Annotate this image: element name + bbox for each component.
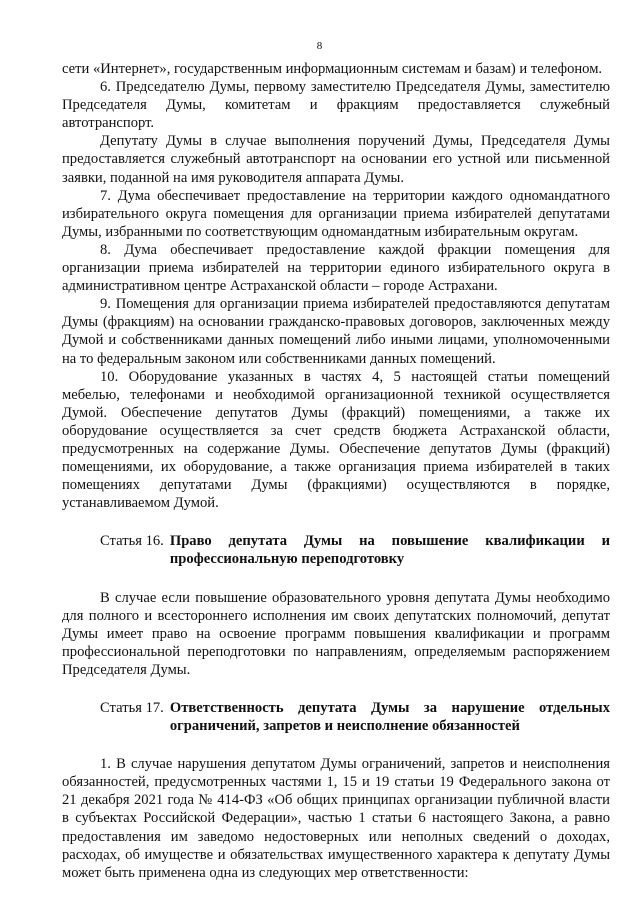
article-16-text: В случае если повышение образовательного уровня депутата Думы необходимо для полного и всестороннего исполнения им своих депутатских полномочий, депутат Думы имеет право на освоение программ повышения квалификации и программ профессиональной переподготовки по направлениям, определяемым распоряжением Председателя Думы.: [62, 589, 610, 678]
article-16-heading: [62, 532, 610, 568]
paragraph: сети «Интернет», государственным информационным системам и базам) и телефоном.: [62, 61, 603, 77]
article-title: Право депутата Думы на повышение квалификации и профессиональную переподготовку: [169, 533, 610, 568]
paragraph: 7. Дума обеспечивает предоставление на территории каждого одномандатного избирательного округа помещения для организации приема избирателей депутатами Думы, избранными по соответствующим одномандатным избирательным округам.: [62, 187, 610, 240]
page-number: 8: [316, 40, 323, 52]
article-17-text: 1. В случае нарушения депутатом Думы ограничений, запретов и неисполнения обязанностей, предусмотренных частями 1, 15 и 19 статьи 19 Федерального закона от 21 декабря 2021 года № 414-ФЗ «Об общих принципах организации публичной власти в субъектах Российской Федерации», частью 1 статьи 6 настоящего Закона, а равно предоставления им заведомо недостоверных или неполных сведений о доходах, расходах, об имуществе и обязательствах имущественного характера к депутату Думы может быть применена одна из следующих мер ответственности:: [62, 756, 610, 881]
document-body: [62, 60, 610, 882]
article-17-heading: [62, 699, 610, 735]
paragraph: 10. Оборудование указанных в частях 4, 5 настоящей статьи помещений мебелью, телефонами и необходимой организационной техникой осуществляется Думой. Обеспечение депутатов Думы (фракций) помещениями, а также их оборудование осуществляется за счет средств бюджета Астраханской области, предусмотренных на содержание Думы. Обеспечение депутатов Думы (фракций) помещениями, их оборудование, а также организация приема избирателей в таких помещениях депутатами Думы (фракциями) осуществляются в порядке, устанавливаемом Думой.: [62, 368, 610, 512]
paragraph: 8. Дума обеспечивает предоставление каждой фракции помещения для организации приема избирателей на территории единого избирательного округа в административном центре Астраханской области – городе Астрахани.: [62, 241, 610, 295]
article-title: Ответственность депутата Думы за нарушение отдельных ограничений, запретов и неисполнение обязанностей: [169, 700, 610, 735]
article-number: Статья 16.: [100, 533, 164, 550]
article-number: Статья 17.: [100, 700, 164, 716]
paragraph: Депутату Думы в случае выполнения поручений Думы, Председателя Думы предоставляется служебный автотранспорт на основании его устной или письменной заявки, поданной на имя руководителя аппарата Думы.: [62, 133, 610, 186]
paragraph: 9. Помещения для организации приема избирателей предоставляются депутатам Думы (фракциям) на основании гражданско-правовых договоров, заключенных между Думой и собственниками данных помещений либо иными лицами, уполномоченными на то федеральным законом или собственниками данных помещений.: [62, 296, 610, 367]
paragraph: 6. Председателю Думы, первому заместителю Председателя Думы, заместителю Председателя Думы, комитетам и фракциям предоставляется служебный автотранспорт.: [62, 79, 610, 132]
